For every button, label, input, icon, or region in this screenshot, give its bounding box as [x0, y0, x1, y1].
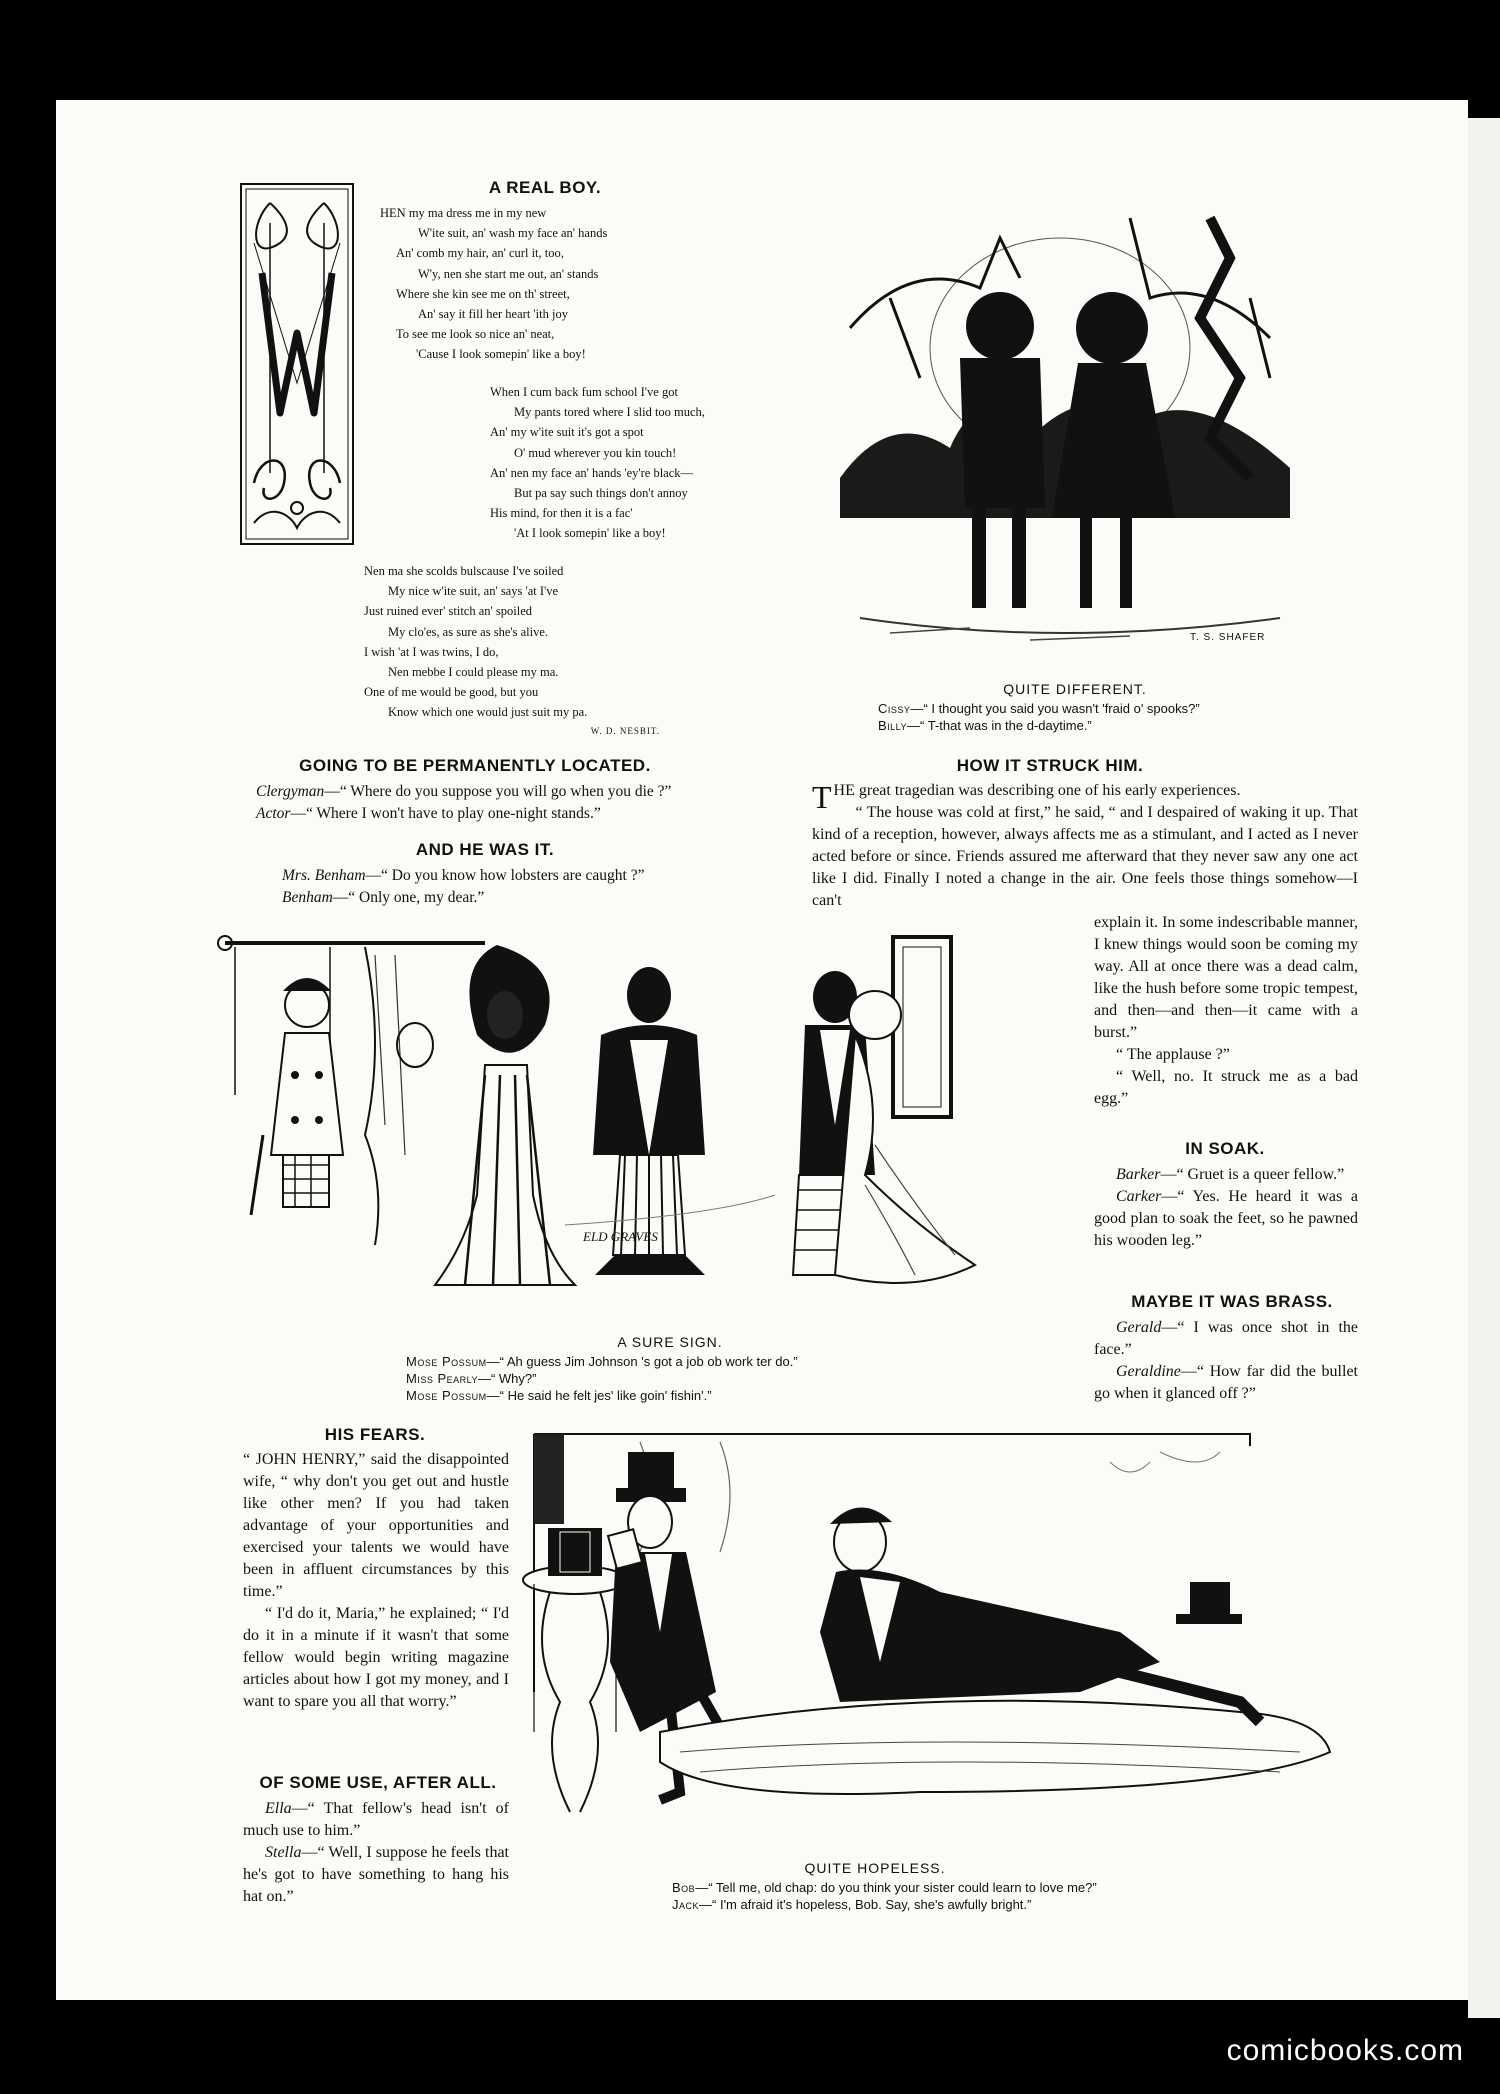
- poem-line: 'At I look somepin' like a boy!: [514, 526, 666, 541]
- drop-cap: T: [812, 779, 832, 815]
- speaker-name: Miss Pearly: [406, 1371, 478, 1386]
- caption-line-billy: [878, 717, 1092, 734]
- soak-dialogue: [1094, 1164, 1358, 1252]
- illustration-two-gentlemen-sofa: [520, 1432, 1370, 1832]
- caption-title-quite-different: QUITE DIFFERENT.: [1003, 681, 1147, 697]
- dialogue-text: —“ How far did the bullet go when it glanced off ?”: [1094, 1363, 1358, 1402]
- body-paragraph: explain it. In some indescribable manner, I knew things would soon be coming my way. All at once there was a dead calm, like the hush before some tropic tempest, and then—and then—it came with a burst.”: [1094, 914, 1358, 1041]
- article-title-in-soak: IN SOAK.: [1185, 1139, 1265, 1158]
- speaker-name: Benham: [282, 889, 333, 906]
- poem-line: An' my w'ite suit it's got a spot: [490, 425, 644, 440]
- dialogue-text: —“ I thought you said you wasn't 'fraid o' spooks?”: [910, 701, 1200, 716]
- article-title-permanently-located: GOING TO BE PERMANENTLY LOCATED.: [299, 756, 651, 775]
- speaker-name: Actor: [256, 805, 291, 822]
- poem-line: Where she kin see me on th' street,: [396, 286, 570, 301]
- dialogue-text: —“ Why?”: [477, 1371, 537, 1386]
- poem-line: But pa say such things don't annoy: [514, 486, 688, 501]
- speaker-name: Mose Possum: [406, 1354, 487, 1369]
- fears-body: [243, 1449, 509, 1713]
- caption-line-mose-2: [406, 1387, 712, 1404]
- poem-line: When I cum back fum school I've got: [490, 385, 678, 399]
- poem-line: An' comb my hair, an' curl it, too,: [396, 246, 564, 261]
- struck-body-narrow: [1094, 912, 1358, 1110]
- body-paragraph: “ I'd do it, Maria,” he explained; “ I'd do it in a minute if it wasn't that some fellow would begin writing magazine articles about how I got my money, and I want to spare you all that worry.”: [243, 1605, 509, 1710]
- speaker-name: Clergyman: [256, 783, 325, 800]
- was-it-dialogue: [282, 865, 644, 909]
- poem-line: My clo'es, as sure as she's alive.: [388, 624, 549, 639]
- caption-title-quite-hopeless: QUITE HOPELESS.: [804, 1860, 946, 1876]
- dialogue-text: —“ Ah guess Jim Johnson 's got a job ob work ter do.”: [486, 1354, 798, 1369]
- speaker-name: Gerald: [1116, 1319, 1162, 1336]
- poem-line: Know which one would just suit my pa.: [388, 705, 588, 720]
- article-title-his-fears: HIS FEARS.: [324, 1425, 426, 1444]
- poem-line: HEN my ma dress me in my new: [380, 206, 547, 220]
- artist-signature: ELD GRAVES: [583, 1229, 658, 1244]
- use-dialogue: [243, 1798, 509, 1908]
- speaker-name: Carker: [1116, 1188, 1162, 1205]
- poem-line: Nen mebbe I could please my ma.: [388, 665, 559, 680]
- poem-line: One of me would be good, but you: [364, 685, 539, 700]
- body-paragraph: HE great tragedian was describing one of his early experiences.: [833, 782, 1241, 799]
- body-paragraph: “ The applause ?”: [1116, 1046, 1230, 1063]
- body-paragraph: “ The house was cold at first,” he said, “ and I despaired of waking it up. That kind of a reception, however, always affects me as a stimulant, and I acted as I never acted before or since. Friends assured me afterward that they never saw any one act like I did. Finally I noted a change in the air. One feels those things somehow—I can't: [812, 804, 1358, 909]
- poem-line: I wish 'at I was twins, I do,: [364, 644, 499, 659]
- caption-line-cissy: [878, 700, 1200, 717]
- dialogue-text: —“ I'm afraid it's hopeless, Bob. Say, she's awfully bright.”: [699, 1897, 1032, 1912]
- poem-stanza-1: [380, 203, 607, 365]
- ornamental-initial-w: [240, 183, 354, 545]
- body-paragraph: “ JOHN HENRY,” said the disappointed wife, “ why don't you get out and hustle like other men? If you had taken advantage of your opportunities and exercised your talents we would have been in affluent circumstances by this time.”: [243, 1451, 509, 1600]
- dialogue-text: —“ Where do you suppose you will go when you die ?”: [324, 783, 672, 800]
- speaker-name: Mrs. Benham: [282, 867, 366, 884]
- poem-line: His mind, for then it is a fac': [490, 506, 633, 521]
- article-title-he-was-it: AND HE WAS IT.: [415, 840, 555, 859]
- speaker-name: Geraldine: [1116, 1363, 1181, 1380]
- poem-line: An' say it fill her heart 'ith joy: [418, 307, 568, 322]
- article-title-real-boy: A REAL BOY.: [488, 178, 602, 197]
- speaker-name: Stella: [265, 1844, 302, 1861]
- speaker-name: Ella: [265, 1800, 292, 1817]
- dialogue-text: —“ Gruet is a queer fellow.”: [1160, 1166, 1345, 1183]
- dialogue-text: —“ Only one, my dear.”: [332, 889, 485, 906]
- dialogue-text: —“ Tell me, old chap: do you think your sister could learn to love me?”: [695, 1880, 1097, 1895]
- adjacent-page-edge: [1468, 118, 1500, 2018]
- dialogue-text: —“ Well, I suppose he feels that he's got to have something to hang his hat on.”: [243, 1844, 509, 1905]
- poem-line: An' nen my face an' hands 'ey're black—: [490, 465, 694, 480]
- dialogue-text: —“ I was once shot in the face.”: [1094, 1319, 1358, 1358]
- poem-signature: W. D. NESBIT.: [590, 726, 660, 736]
- poem-line: 'Cause I look somepin' like a boy!: [416, 347, 586, 362]
- dialogue-text: —“ Where I won't have to play one-night stands.”: [290, 805, 601, 822]
- brass-dialogue: [1094, 1317, 1358, 1405]
- poem-line: Nen ma she scolds bulscause I've soiled: [364, 564, 564, 578]
- article-title-some-use: OF SOME USE, AFTER ALL.: [259, 1773, 497, 1792]
- caption-title-sure-sign: A SURE SIGN.: [617, 1334, 723, 1350]
- located-dialogue: [256, 781, 671, 825]
- poem-line: O' mud wherever you kin touch!: [514, 445, 677, 460]
- caption-line-bob: [672, 1879, 1097, 1896]
- poem-line: W'y, nen she start me out, an' stands: [418, 266, 599, 281]
- speaker-name: Mose Possum: [406, 1388, 487, 1403]
- speaker-name: Billy: [878, 718, 908, 733]
- struck-body-wide: [812, 780, 1358, 912]
- caption-line-mose-1: [406, 1353, 798, 1370]
- speaker-name: Jack: [672, 1897, 700, 1912]
- illustration-children-spooks: [830, 178, 1300, 648]
- illustration-minstrel-characters: [215, 925, 1085, 1315]
- site-watermark: comicbooks.com: [1226, 2034, 1464, 2067]
- dialogue-text: —“ He said he felt jes' like goin' fishin'.”: [486, 1388, 712, 1403]
- caption-line-pearly: [406, 1370, 536, 1387]
- speaker-name: Cissy: [878, 701, 911, 716]
- poem-stanza-2: [490, 382, 705, 544]
- dialogue-text: —“ Yes. He heard it was a good plan to soak the feet, so he pawned his wooden leg.”: [1094, 1188, 1358, 1249]
- dialogue-text: —“ T-that was in the d-daytime.”: [907, 718, 1092, 733]
- caption-line-jack: [672, 1896, 1031, 1913]
- speaker-name: Bob: [672, 1880, 696, 1895]
- speaker-name: Barker: [1116, 1166, 1161, 1183]
- poem-line: My nice w'ite suit, an' says 'at I've: [388, 584, 559, 599]
- dialogue-text: —“ Do you know how lobsters are caught ?”: [365, 867, 645, 884]
- poem-line: My pants tored where I slid too much,: [514, 405, 705, 420]
- poem-line: Just ruined ever' stitch an' spoiled: [364, 604, 533, 619]
- body-paragraph: “ Well, no. It struck me as a bad egg.”: [1094, 1068, 1358, 1107]
- poem-line: W'ite suit, an' wash my face an' hands: [418, 226, 608, 241]
- article-title-maybe-brass: MAYBE IT WAS BRASS.: [1131, 1292, 1333, 1311]
- artist-signature: T. S. SHAFER: [1190, 632, 1266, 643]
- poem-line: To see me look so nice an' neat,: [396, 327, 555, 342]
- poem-stanza-3: [364, 561, 587, 723]
- article-title-how-it-struck: HOW IT STRUCK HIM.: [956, 756, 1144, 775]
- dialogue-text: —“ That fellow's head isn't of much use to him.”: [243, 1800, 509, 1839]
